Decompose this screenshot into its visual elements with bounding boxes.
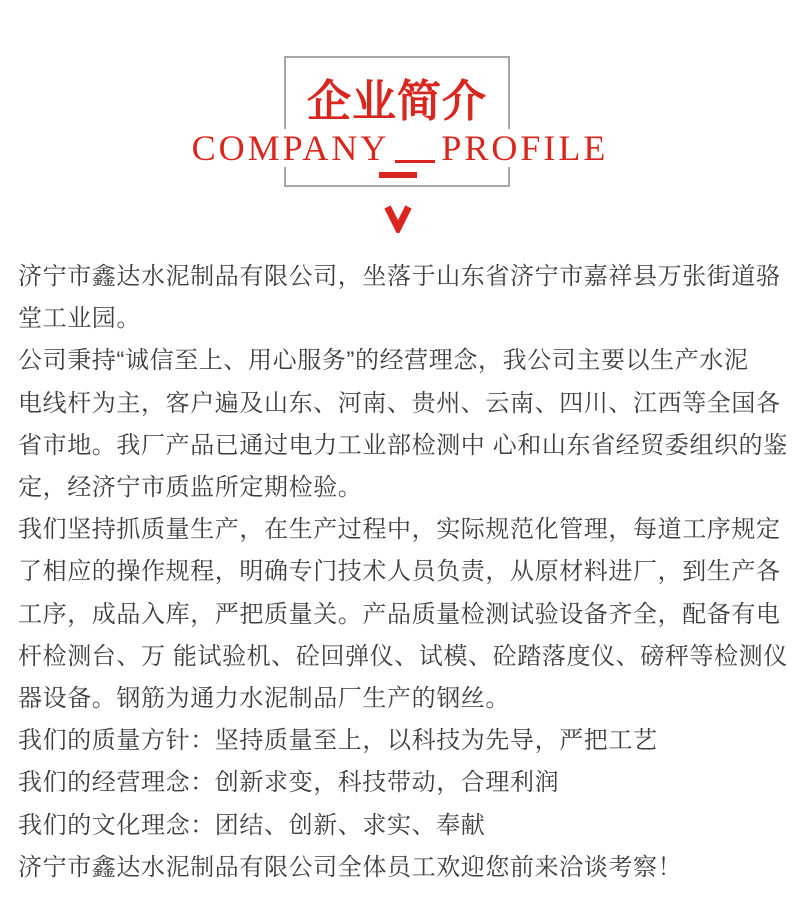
profile-text-line: 我们的经营理念：创新求变，科技带动，合理利润 [18, 769, 560, 797]
profile-text-line: 工序，成品入库，严把质量关。产品质量检测试验设备齐全，配备有电 [18, 600, 781, 628]
profile-text-line: 杆检测台、万 能试验机、砼回弹仪、试模、砼踏落度仪、磅秤等检测仪 [18, 642, 788, 670]
profile-text-line: 我们坚持抓质量生产，在生产过程中，实际规范化管理，每道工序规定 [18, 516, 781, 544]
title-accent-bar [379, 172, 417, 178]
profile-text-line: 济宁市鑫达水泥制品有限公司，坐落于山东省济宁市嘉祥县万张街道骆 [18, 263, 781, 290]
subtitle-word-left: COMPANY [191, 128, 390, 168]
company-profile-text [18, 256, 793, 889]
profile-text-line: 定，经济宁市质监所定期检验。 [18, 474, 363, 502]
subtitle-word-right: PROFILE [441, 128, 609, 168]
subtitle-divider-line [395, 160, 435, 163]
profile-text-line: 公司秉持“诚信至上、用心服务”的经营理念，我公司主要以生产水泥 [18, 347, 749, 375]
profile-text-line: 我们的文化理念：团结、创新、求实、奉献 [18, 811, 486, 839]
profile-text-line: 我们的质量方针：坚持质量至上，以科技为先导，严把工艺 [18, 727, 658, 755]
chevron-down-icon [384, 203, 412, 233]
profile-text-line: 了相应的操作规程，明确专门技术人员负责，从原材料进厂，到生产各 [18, 558, 781, 586]
profile-text-line: 省市地。我厂产品已通过电力工业部检测中 心和山东省经贸委组织的鉴 [18, 431, 788, 459]
section-subtitle-text [184, 129, 617, 167]
section-title: 企业简介 [307, 77, 487, 126]
profile-text-line: 济宁市鑫达水泥制品有限公司全体员工欢迎您前来洽谈考察！ [18, 853, 683, 881]
profile-text-line: 堂工业园。 [18, 305, 141, 333]
profile-text-line: 电线杆为主，客户遍及山东、河南、贵州、云南、四川、江西等全国各 [18, 389, 781, 417]
profile-text-line: 器设备。钢筋为通力水泥制品厂生产的钢丝。 [18, 685, 510, 713]
section-subtitle [0, 129, 800, 167]
